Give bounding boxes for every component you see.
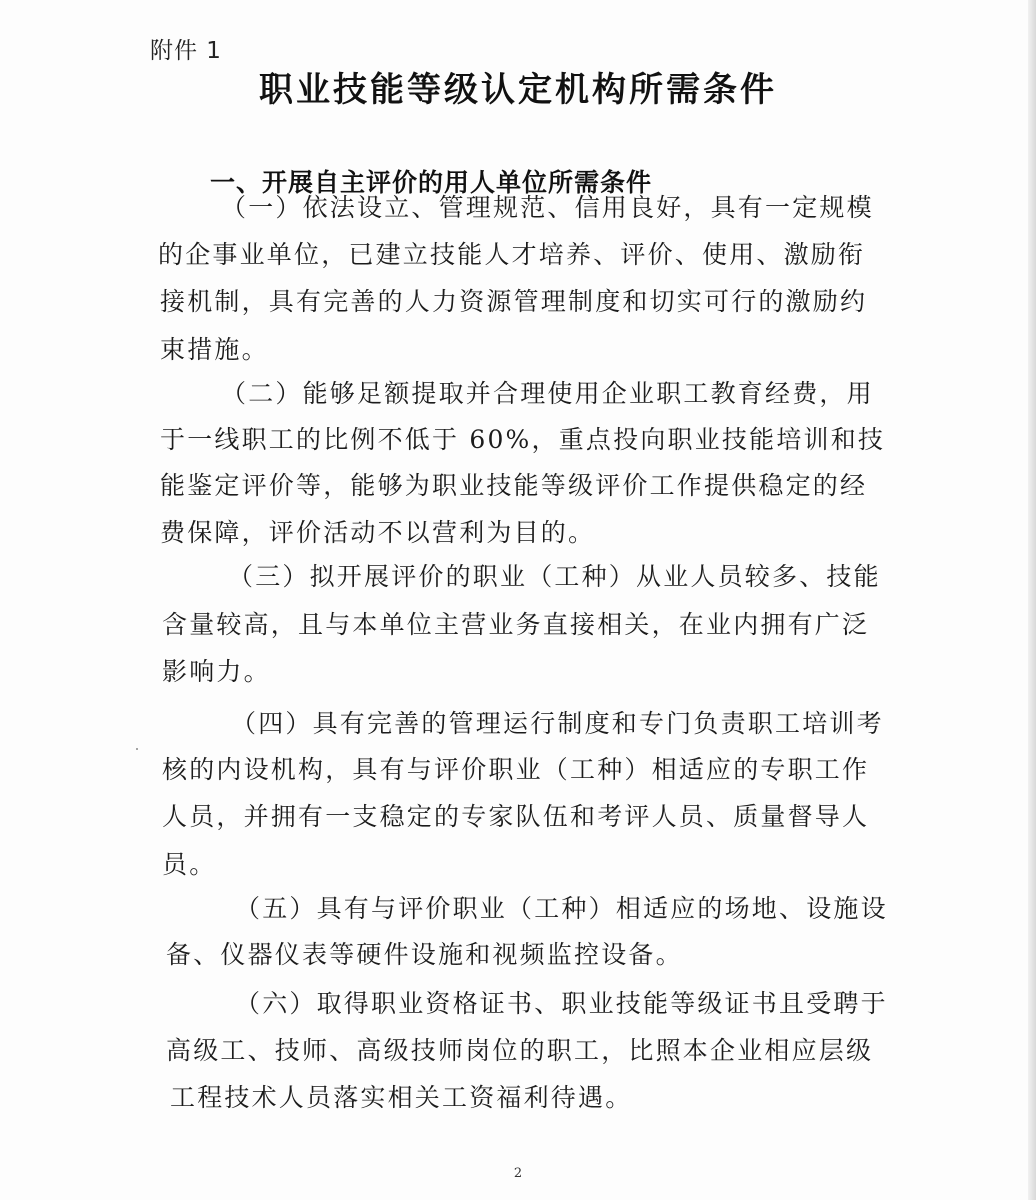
attachment-label: 附件 1 — [150, 38, 222, 64]
paragraph-line: 工程技术人员落实相关工资福利待遇。 — [170, 1083, 633, 1112]
paragraph-line: 接机制，具有完善的人力资源管理制度和切实可行的激励约 — [160, 287, 868, 316]
paragraph-line: 含量较高，且与本单位主营业务直接相关，在业内拥有广泛 — [162, 610, 870, 639]
paragraph-line: 备、仪器仪表等硬件设施和视频监控设备。 — [166, 940, 683, 969]
paragraph-line: （一）依法设立、管理规范、信用良好，具有一定规模 — [221, 193, 874, 222]
paragraph-line: （四）具有完善的管理运行制度和专门负责职工培训考 — [231, 709, 884, 738]
page-number: 2 — [513, 1166, 523, 1181]
page-title: 职业技能等级认定机构所需条件 — [259, 70, 777, 110]
paragraph-line: 束措施。 — [160, 335, 269, 364]
scan-speck — [136, 748, 138, 750]
paragraph-line: 员。 — [162, 850, 217, 879]
scan-edge-shadow — [1028, 0, 1036, 1200]
paragraph-line: 于一线职工的比例不低于 60%，重点投向职业技能培训和技 — [160, 425, 886, 454]
paragraph-line: 核的内设机构，具有与评价职业（工种）相适应的专职工作 — [162, 755, 870, 784]
paragraph-line: 人员，并拥有一支稳定的专家队伍和考评人员、质量督导人 — [162, 802, 870, 831]
section-heading: 一、开展自主评价的用人单位所需条件 — [210, 168, 653, 197]
paragraph-line: （三）拟开展评价的职业（工种）从业人员较多、技能 — [228, 562, 881, 591]
paragraph-line: （六）取得职业资格证书、职业技能等级证书且受聘于 — [235, 989, 888, 1018]
paragraph-line: （五）具有与评价职业（工种）相适应的场地、设施设 — [235, 894, 888, 923]
paragraph-line: （二）能够足额提取并合理使用企业职工教育经费，用 — [221, 379, 874, 408]
paragraph-line: 费保障，评价活动不以营利为目的。 — [160, 518, 596, 547]
paragraph-line: 高级工、技师、高级技师岗位的职工，比照本企业相应层级 — [166, 1036, 874, 1065]
paragraph-line: 影响力。 — [162, 657, 271, 686]
paragraph-line: 能鉴定评价等，能够为职业技能等级评价工作提供稳定的经 — [160, 471, 868, 500]
paragraph-line: 的企事业单位，已建立技能人才培养、评价、使用、激励衔 — [158, 240, 866, 269]
